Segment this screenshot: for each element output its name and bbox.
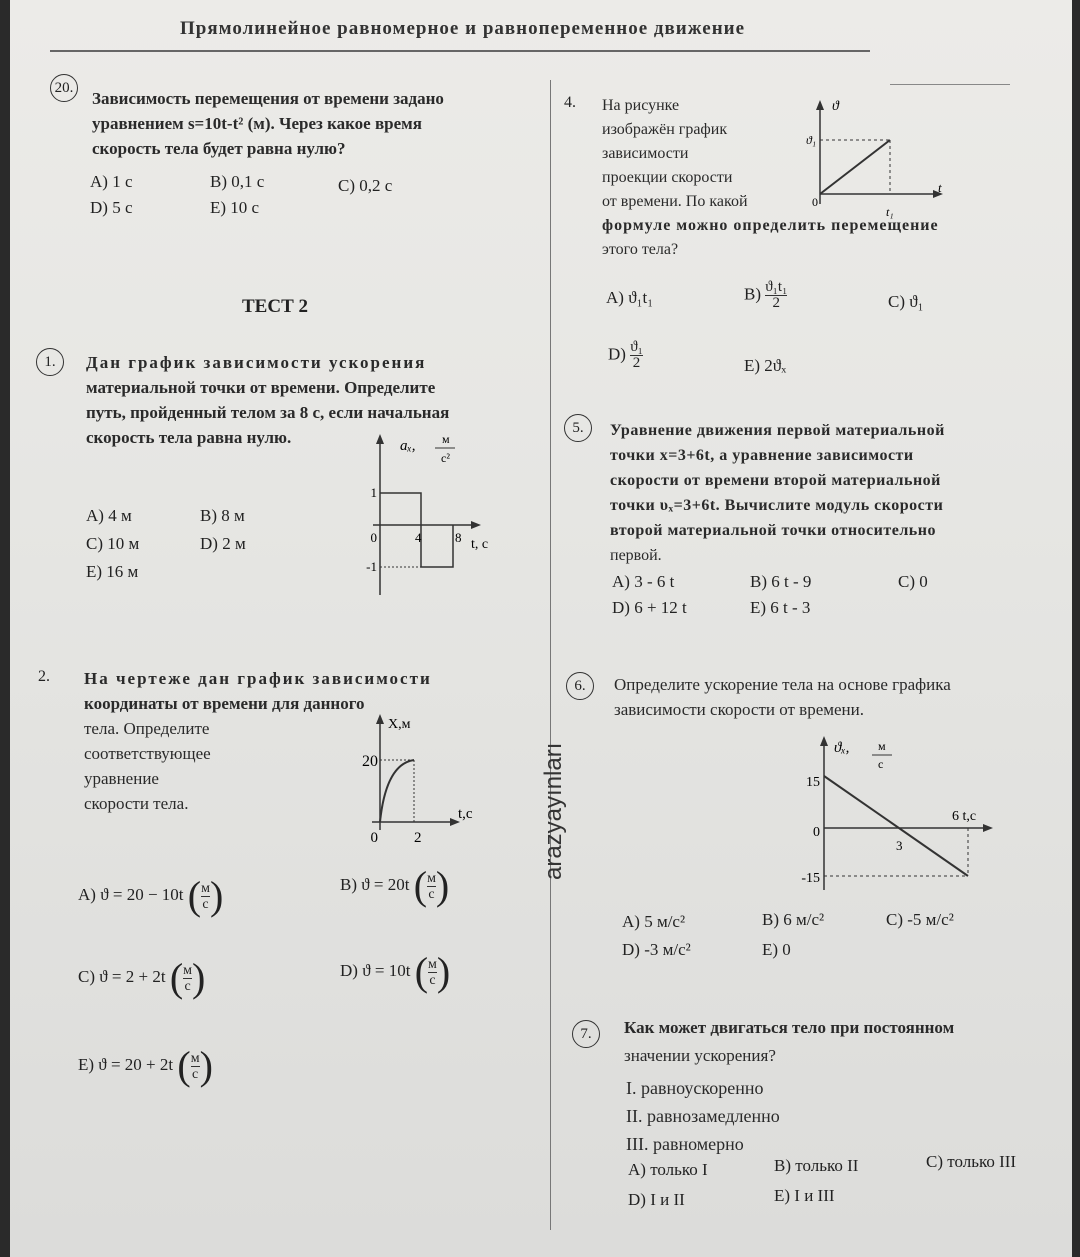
q4-option-c: C) ϑ₁	[888, 292, 924, 311]
q2-option-e: E) ϑ = 20 + 2t ( $\frac{м}{с}$ )	[78, 1043, 213, 1088]
tick-label: 1	[370, 485, 377, 500]
axis-unit-top: м	[442, 432, 450, 446]
y-axis-arrow	[816, 100, 824, 110]
q2-line: На чертеже дан график зависимости	[84, 669, 432, 688]
q2-line: тела. Определите	[84, 719, 210, 738]
q1-line: путь, пройденный телом за 8 с, если начальная	[86, 403, 450, 422]
y-axis-arrow	[376, 714, 384, 724]
q5-line: скорости от времени второй материальной	[610, 472, 941, 489]
axis-unit-bottom: c²	[441, 451, 450, 465]
q4-line: изображён график	[602, 121, 728, 138]
fraction-top: ϑ₁	[630, 339, 643, 355]
axis-unit-top: м	[878, 739, 886, 753]
q6-velocity-graph	[780, 730, 1000, 900]
axis-label-x: t,c	[458, 806, 473, 822]
q7-option: E) I и III	[774, 1186, 835, 1205]
y-axis-arrow	[820, 736, 828, 746]
option-expression: ϑ = 20 − 10t	[100, 884, 184, 904]
q5-line: точки υₓ=3+6t. Вычислите модуль скорости	[610, 497, 944, 514]
q7-items	[626, 1074, 780, 1158]
axis-label-x: t	[938, 180, 942, 195]
q2-option-a: A) ϑ = 20 − 10t ( $\frac{м}{с}$ )	[78, 873, 224, 918]
option-expression: ϑ = 20 + 2t	[98, 1054, 174, 1074]
option-letter: D)	[608, 344, 626, 364]
tick-label: 20	[362, 753, 378, 770]
option-expression: ϑ = 20t	[361, 874, 410, 894]
q4-option-d	[608, 340, 643, 371]
q4-line: зависимости	[602, 145, 689, 162]
q2-coordinate-graph	[340, 712, 490, 852]
q4-velocity-graph	[790, 94, 950, 224]
parabola-curve	[380, 760, 414, 822]
q1-option: A) 4 м	[86, 506, 132, 525]
q20-option: D) 5 с	[90, 198, 133, 217]
x-axis-arrow	[471, 521, 481, 529]
q6-line: зависимости скорости от времени.	[614, 700, 864, 719]
tick-label: 8	[455, 530, 462, 545]
q7-item: II. равнозамедленно	[626, 1106, 780, 1126]
tick-label: -15	[801, 871, 820, 886]
q6-text	[614, 672, 951, 722]
axis-label-y: X,м	[388, 717, 411, 732]
q1-option: B) 8 м	[200, 506, 245, 525]
q20-line: скорость тела будет равна нулю?	[92, 139, 346, 158]
q5-option: A) 3 - 6 t	[612, 572, 675, 591]
q6-option: C) -5 м/с²	[886, 910, 954, 929]
axis-label-x: t, c	[471, 537, 489, 552]
q6-option: B) 6 м/с²	[762, 910, 825, 929]
q1-option: D) 2 м	[200, 534, 246, 553]
fraction-bottom: 2	[772, 295, 781, 311]
axis-label-y: aₓ,	[400, 438, 416, 454]
q2-option-b: B) ϑ = 20t ( $\frac{м}{с}$ )	[340, 863, 450, 908]
q7-option: A) только I	[628, 1160, 708, 1179]
q4-line: проекции скорости	[602, 169, 733, 186]
unit-bottom: с	[429, 972, 436, 988]
question-number-4: 4.	[564, 94, 576, 111]
tick-label: 2	[414, 830, 422, 846]
q7-line: значении ускорения?	[624, 1046, 776, 1065]
q20-option: C) 0,2 с	[338, 176, 393, 195]
option-expression: ϑ = 10t	[362, 960, 411, 980]
origin-label: 0	[812, 195, 818, 209]
option-letter: C)	[78, 966, 95, 986]
q5-line: первой.	[610, 547, 662, 564]
fraction-bottom: 2	[632, 355, 641, 371]
positive-segment	[380, 493, 421, 525]
q2-option-c: C) ϑ = 2 + 2t ( $\frac{м}{с}$ )	[78, 955, 206, 1000]
velocity-line	[824, 776, 968, 876]
option-expression: ϑ = 2 + 2t	[99, 966, 166, 986]
q4-option-e: E) 2ϑₓ	[744, 356, 787, 375]
q5-line: точки x=3+6t, а уравнение зависимости	[610, 447, 914, 464]
q20-option: E) 10 с	[210, 198, 260, 217]
option-letter: A)	[78, 884, 96, 904]
q7-option: B) только II	[774, 1156, 859, 1175]
test-heading: ТЕСТ 2	[242, 296, 308, 317]
publisher-name: arazyayınları	[540, 742, 567, 880]
tick-label: 0	[370, 830, 378, 846]
q6-option: A) 5 м/с²	[622, 912, 686, 931]
q20-option: B) 0,1 с	[210, 172, 265, 191]
header-divider	[50, 50, 870, 52]
q20-text	[92, 86, 444, 161]
q7-option: C) только III	[926, 1152, 1017, 1171]
q5-option: E) 6 t - 3	[750, 598, 811, 617]
q1-option: C) 10 м	[86, 534, 140, 553]
q4-option-a: A) ϑ₁t₁	[606, 288, 654, 307]
q1-option: E) 16 м	[86, 562, 139, 581]
q7-text	[624, 1014, 954, 1070]
axis-label-x: 6 t,c	[952, 809, 977, 824]
option-letter: D)	[340, 960, 358, 980]
q6-option: D) -3 м/с²	[622, 940, 691, 959]
page-title: Прямолинейное равномерное и равнопеременное движение	[180, 18, 746, 39]
q2-line: скорости тела.	[84, 794, 189, 813]
q4-line: от времени. По какой	[602, 193, 748, 210]
question-number-2: 2.	[38, 668, 50, 685]
question-number-5: 5.	[564, 414, 592, 442]
unit-bottom: с	[192, 1066, 199, 1082]
unit-bottom: с	[202, 896, 209, 912]
fraction-top: ϑ₁t₁	[765, 279, 788, 295]
y-axis-arrow	[376, 434, 384, 444]
axis-label-y: ϑ	[832, 99, 839, 114]
axis-unit-bottom: с	[878, 757, 884, 771]
q1-acceleration-graph	[355, 430, 505, 600]
q4-line: формуле можно определить перемещение	[602, 217, 939, 234]
q5-line: второй материальной точки относительно	[610, 522, 936, 539]
question-number-20: 20.	[50, 74, 78, 102]
q2-option-d: D) ϑ = 10t ( $\frac{м}{с}$ )	[340, 949, 451, 994]
q5-option: C) 0	[898, 572, 928, 591]
q2-line: соответствующее	[84, 744, 211, 763]
tick-label: 3	[896, 838, 903, 853]
option-letter: E)	[78, 1054, 95, 1074]
option-letter: B)	[744, 284, 761, 304]
q4-line: этого тела?	[602, 241, 679, 258]
q2-line: координаты от времени для данного	[84, 694, 365, 713]
q4-line: На рисунке	[602, 97, 680, 114]
tick-label: 4	[415, 530, 422, 545]
q5-option: B) 6 t - 9	[750, 572, 812, 591]
q5-option: D) 6 + 12 t	[612, 598, 687, 617]
v1-label: ϑ₁	[806, 133, 817, 147]
velocity-line	[820, 140, 890, 194]
header-divider-right	[890, 84, 1010, 85]
q7-item: I. равноускоренно	[626, 1078, 764, 1098]
q20-option: A) 1 с	[90, 172, 133, 191]
tick-label: 0	[813, 825, 820, 840]
question-number-6: 6.	[566, 672, 594, 700]
publisher-logo	[540, 743, 568, 880]
unit-top: м	[428, 956, 437, 972]
unit-bottom: с	[184, 978, 191, 994]
unit-top: м	[201, 880, 210, 896]
unit-top: м	[183, 962, 193, 978]
tick-label: -1	[366, 559, 377, 574]
tick-label: 0	[370, 530, 377, 545]
unit-top: м	[190, 1050, 200, 1066]
q7-option: D) I и II	[628, 1190, 685, 1209]
q20-line: Зависимость перемещения от времени задано	[92, 89, 444, 108]
unit-top: м	[427, 870, 436, 886]
q20-line: уравнением s=10t-t² (м). Через какое время	[92, 114, 422, 133]
q1-line: Дан график зависимости ускорения	[86, 353, 427, 372]
axis-label-y: ϑₓ,	[834, 740, 850, 756]
q7-line: Как может двигаться тело при постоянном	[624, 1018, 955, 1037]
q5-text	[610, 418, 945, 568]
worksheet-page	[10, 0, 1072, 1257]
q1-line: материальной точки от времени. Определите	[86, 378, 436, 397]
option-letter: B)	[340, 874, 357, 894]
q1-line: скорость тела равна нулю.	[86, 428, 292, 447]
unit-bottom: с	[428, 886, 435, 902]
q5-line: Уравнение движения первой материальной	[610, 422, 945, 439]
q7-item: III. равномерно	[626, 1134, 744, 1154]
negative-segment	[421, 525, 453, 567]
question-number-1: 1.	[36, 348, 64, 376]
q6-option: E) 0	[762, 940, 791, 959]
column-divider	[550, 80, 551, 1230]
question-number-7: 7.	[572, 1020, 600, 1048]
t1-label: t₁	[886, 205, 894, 219]
q6-line: Определите ускорение тела на основе графика	[614, 675, 951, 694]
q2-line: уравнение	[84, 769, 159, 788]
tick-label: 15	[806, 775, 820, 790]
q4-option-b	[744, 280, 787, 311]
x-axis-arrow	[983, 824, 993, 832]
